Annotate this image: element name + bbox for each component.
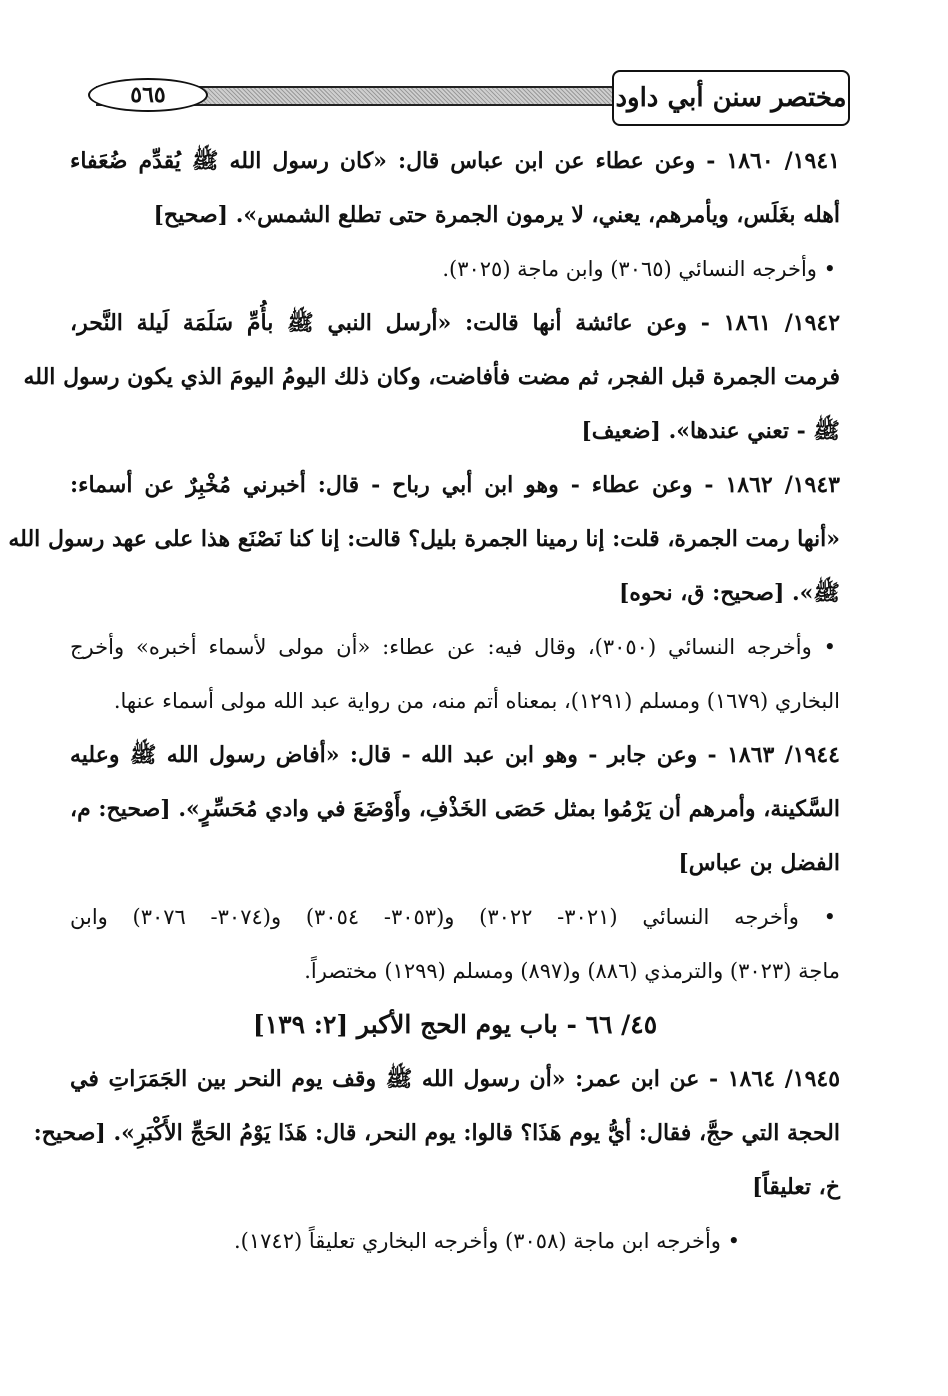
hadith-1942-line-2: فرمت الجمرة قبل الفجر، ثم مضت فأفاضت، وكان ذلك اليومُ اليومَ الذي يكون رسول الله [23,364,840,390]
hadith-1943-line-1: ١٩٤٣/ ١٨٦٢ - وعن عطاء - وهو ابن أبي رباح - قال: أخبرني مُخْبِرٌ عن أسماء: [70,472,840,498]
hadith-1942-line-1: ١٩٤٢/ ١٨٦١ - وعن عائشة أنها قالت: «أرسل النبي ﷺ بأُمِّ سَلَمَة لَيلة النَّحر، [70,310,841,336]
hadith-1941-line-2: أهله بغَلَس، ويأمرهم، يعني، لا يرمون الجمرة حتى تطلع الشمس». [صحيح] [153,202,840,228]
takhrij-1943-line-1: • وأخرجه النسائي (٣٠٥٠)، وقال فيه: عن عطاء: «أن مولى لأسماء أخبره» وأخرج [70,635,836,659]
page-header [66,68,850,130]
hadith-1945-line-1: ١٩٤٥/ ١٨٦٤ - عن ابن عمر: «أن رسول الله ﷺ وقف يوم النحر بين الجَمَرَاتِ في [70,1066,841,1092]
chapter-heading: ٤٥/ ٦٦ - باب يوم الحج الأكبر [٢: ١٣٩] [252,1010,658,1039]
takhrij-1941: • وأخرجه النسائي (٣٠٦٥) وابن ماجة (٣٠٢٥). [442,257,836,281]
hadith-1944-line-2: السَّكينة، وأمرهم أن يَرْمُوا بمثل حَصَى الخَذْفِ، وأَوْضَعَ في وادي مُحَسِّرٍ». [صحيح: م، [70,796,840,822]
hadith-1943-line-2: «أنها رمت الجمرة، قلت: إنا رمينا الجمرة بليل؟ قالت: إنا كنا نَصْنَع هذا على عهد رسول الله [8,526,840,552]
hadith-1945-line-3: خ، تعليقاً] [752,1174,840,1200]
takhrij-1944-line-1: • وأخرجه النسائي (٣٠٢١- ٣٠٢٢) و(٣٠٥٣- ٣٠٥٤) و(٣٠٧٤- ٣٠٧٦) وابن [70,905,836,929]
hadith-1943-line-3: ﷺ». [صحيح: ق، نحوه] [618,580,840,606]
takhrij-1945: • وأخرجه ابن ماجة (٣٠٥٨) وأخرجه البخاري تعليقاً (١٧٤٢). [233,1229,740,1253]
takhrij-1943-line-2: البخاري (١٦٧٩) ومسلم (١٢٩١)، بمعناه أتم منه، من رواية عبد الله مولى أسماء عنها. [113,689,840,713]
hadith-1945-line-2: الحجة التي حجَّ، فقال: أيُّ يوم هَذَا؟ قالوا: يوم النحر، قال: هَذَا يَوْمُ الحَجِّ الأَكْبَرِ». [صحيح: [33,1120,840,1146]
page-number: ٥٦٥ [88,78,208,112]
hadith-1944-line-3: الفضل بن عباس] [678,850,840,876]
book-title: مختصر سنن أبي داود [612,70,850,126]
hadith-1941-line-1: ١٩٤١/ ١٨٦٠ - وعن عطاء عن ابن عباس قال: «كان رسول الله ﷺ يُقدِّم ضُعَفاء [70,148,840,174]
hadith-1944-line-1: ١٩٤٤/ ١٨٦٣ - وعن جابر - وهو ابن عبد الله - قال: «أفاض رسول الله ﷺ وعليه [70,742,840,768]
page-body [8,134,841,1268]
hadith-1942-line-3: ﷺ - تعني عندها». [ضعيف] [581,418,840,444]
takhrij-1944-line-2: ماجة (٣٠٢٣) والترمذي (٨٨٦) و(٨٩٧) ومسلم (١٢٩٩) مختصراً. [304,959,840,983]
